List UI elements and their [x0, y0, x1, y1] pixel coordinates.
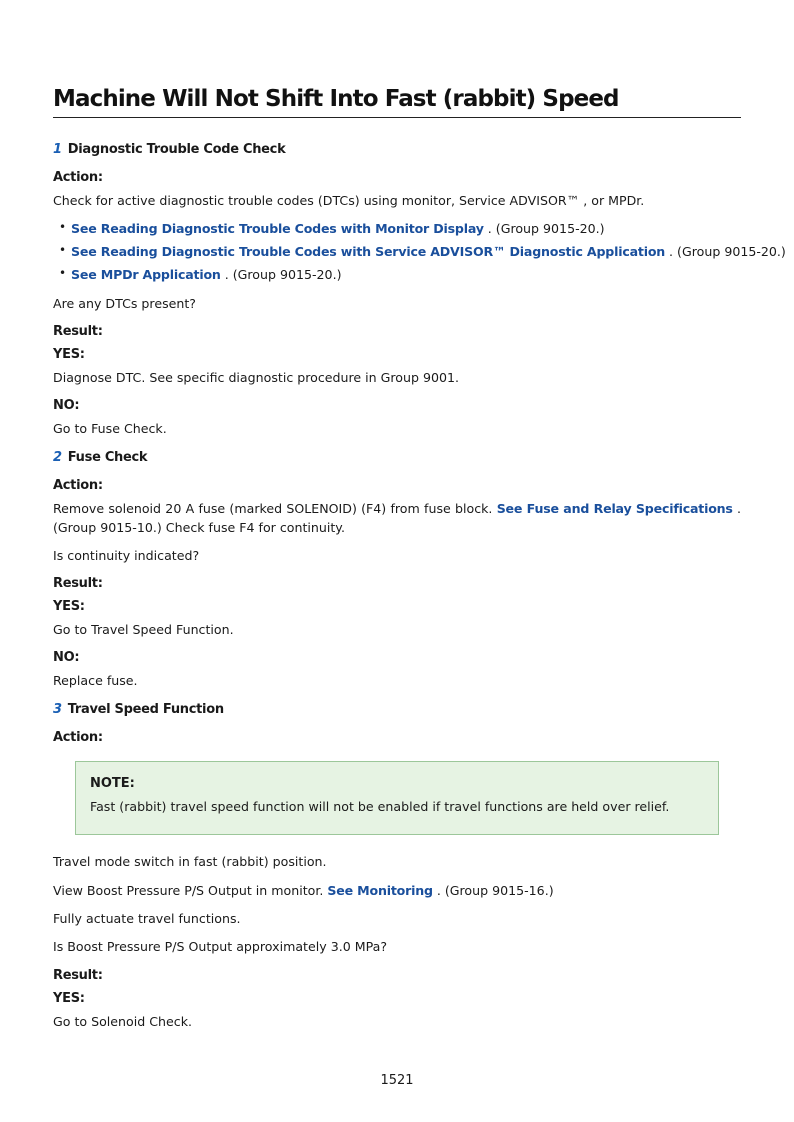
- list-item: [71, 267, 342, 283]
- step-3-number: 3: [53, 702, 62, 717]
- step-2-result-label: Result:: [53, 576, 103, 591]
- step-1-question: Are any DTCs present?: [53, 296, 196, 311]
- link-monitoring[interactable]: See Monitoring: [327, 883, 433, 898]
- note-label: NOTE:: [90, 776, 135, 791]
- line-text-part: . (Group 9015-16.): [432, 883, 554, 898]
- line-text-part: View Boost Pressure P/S Output in monitor.: [53, 883, 328, 898]
- step-1-action-text: Check for active diagnostic trouble codes (DTCs) using monitor, Service ADVISOR™ , or MPDr.: [53, 193, 645, 208]
- step-3-line-2: [53, 883, 554, 899]
- step-2-yes-text: Go to Travel Speed Function.: [53, 622, 234, 637]
- step-2-action-text: [53, 499, 741, 537]
- step-1-no-label: NO:: [53, 398, 80, 413]
- list-item: [71, 244, 786, 260]
- page-number: 1521: [380, 1073, 414, 1088]
- step-1-title: Diagnostic Trouble Code Check: [67, 142, 286, 157]
- step-3-heading: [53, 702, 224, 718]
- step-2-no-label: NO:: [53, 650, 80, 665]
- link-service-advisor[interactable]: See Reading Diagnostic Trouble Codes with Service ADVISOR™ Diagnostic Application: [71, 244, 666, 259]
- step-1-action-label: Action:: [53, 170, 103, 185]
- step-3-action-label: Action:: [53, 730, 103, 745]
- step-1-yes-text: Diagnose DTC. See specific diagnostic procedure in Group 9001.: [53, 370, 460, 385]
- step-1-number: 1: [53, 142, 62, 157]
- step-1-no-text: Go to Fuse Check.: [53, 421, 167, 436]
- step-3-line-1: Travel mode switch in fast (rabbit) position.: [53, 854, 327, 869]
- note-box: [75, 761, 719, 835]
- step-1-result-label: Result:: [53, 324, 103, 339]
- step-1-yes-label: YES:: [53, 347, 85, 362]
- step-2-heading: [53, 450, 147, 466]
- note-text: Fast (rabbit) travel speed function will not be enabled if travel functions are held over relief.: [90, 799, 670, 814]
- step-3-result-label: Result:: [53, 968, 103, 983]
- bullet-icon: •: [59, 266, 67, 280]
- step-2-title: Fuse Check: [67, 450, 148, 465]
- action-text-part: . (Group 9015-10.) Check fuse F4 for continuity.: [53, 501, 741, 535]
- list-item: [71, 221, 605, 237]
- bullet-icon: •: [59, 220, 67, 234]
- link-suffix: . (Group 9015-20.): [220, 267, 342, 282]
- link-suffix: . (Group 9015-20.): [665, 244, 786, 259]
- step-2-question: Is continuity indicated?: [53, 548, 200, 563]
- step-2-number: 2: [53, 450, 62, 465]
- page-title: Machine Will Not Shift Into Fast (rabbit) Speed: [53, 86, 741, 118]
- step-2-yes-label: YES:: [53, 599, 85, 614]
- link-mpdr-application[interactable]: See MPDr Application: [71, 267, 221, 282]
- bullet-icon: •: [59, 243, 67, 257]
- step-3-title: Travel Speed Function: [67, 702, 224, 717]
- step-2-action-label: Action:: [53, 478, 103, 493]
- link-fuse-relay-specs[interactable]: See Fuse and Relay Specifications: [496, 501, 733, 516]
- action-text-part: Remove solenoid 20 A fuse (marked SOLENOID) (F4) from fuse block.: [53, 501, 497, 516]
- step-1-heading: [53, 142, 285, 158]
- link-suffix: . (Group 9015-20.): [483, 221, 605, 236]
- step-2-no-text: Replace fuse.: [53, 673, 138, 688]
- step-3-yes-label: YES:: [53, 991, 85, 1006]
- step-3-line-3: Fully actuate travel functions.: [53, 911, 241, 926]
- step-3-yes-text: Go to Solenoid Check.: [53, 1014, 192, 1029]
- link-monitor-display[interactable]: See Reading Diagnostic Trouble Codes with Monitor Display: [71, 221, 484, 236]
- step-3-question: Is Boost Pressure P/S Output approximately 3.0 MPa?: [53, 939, 388, 954]
